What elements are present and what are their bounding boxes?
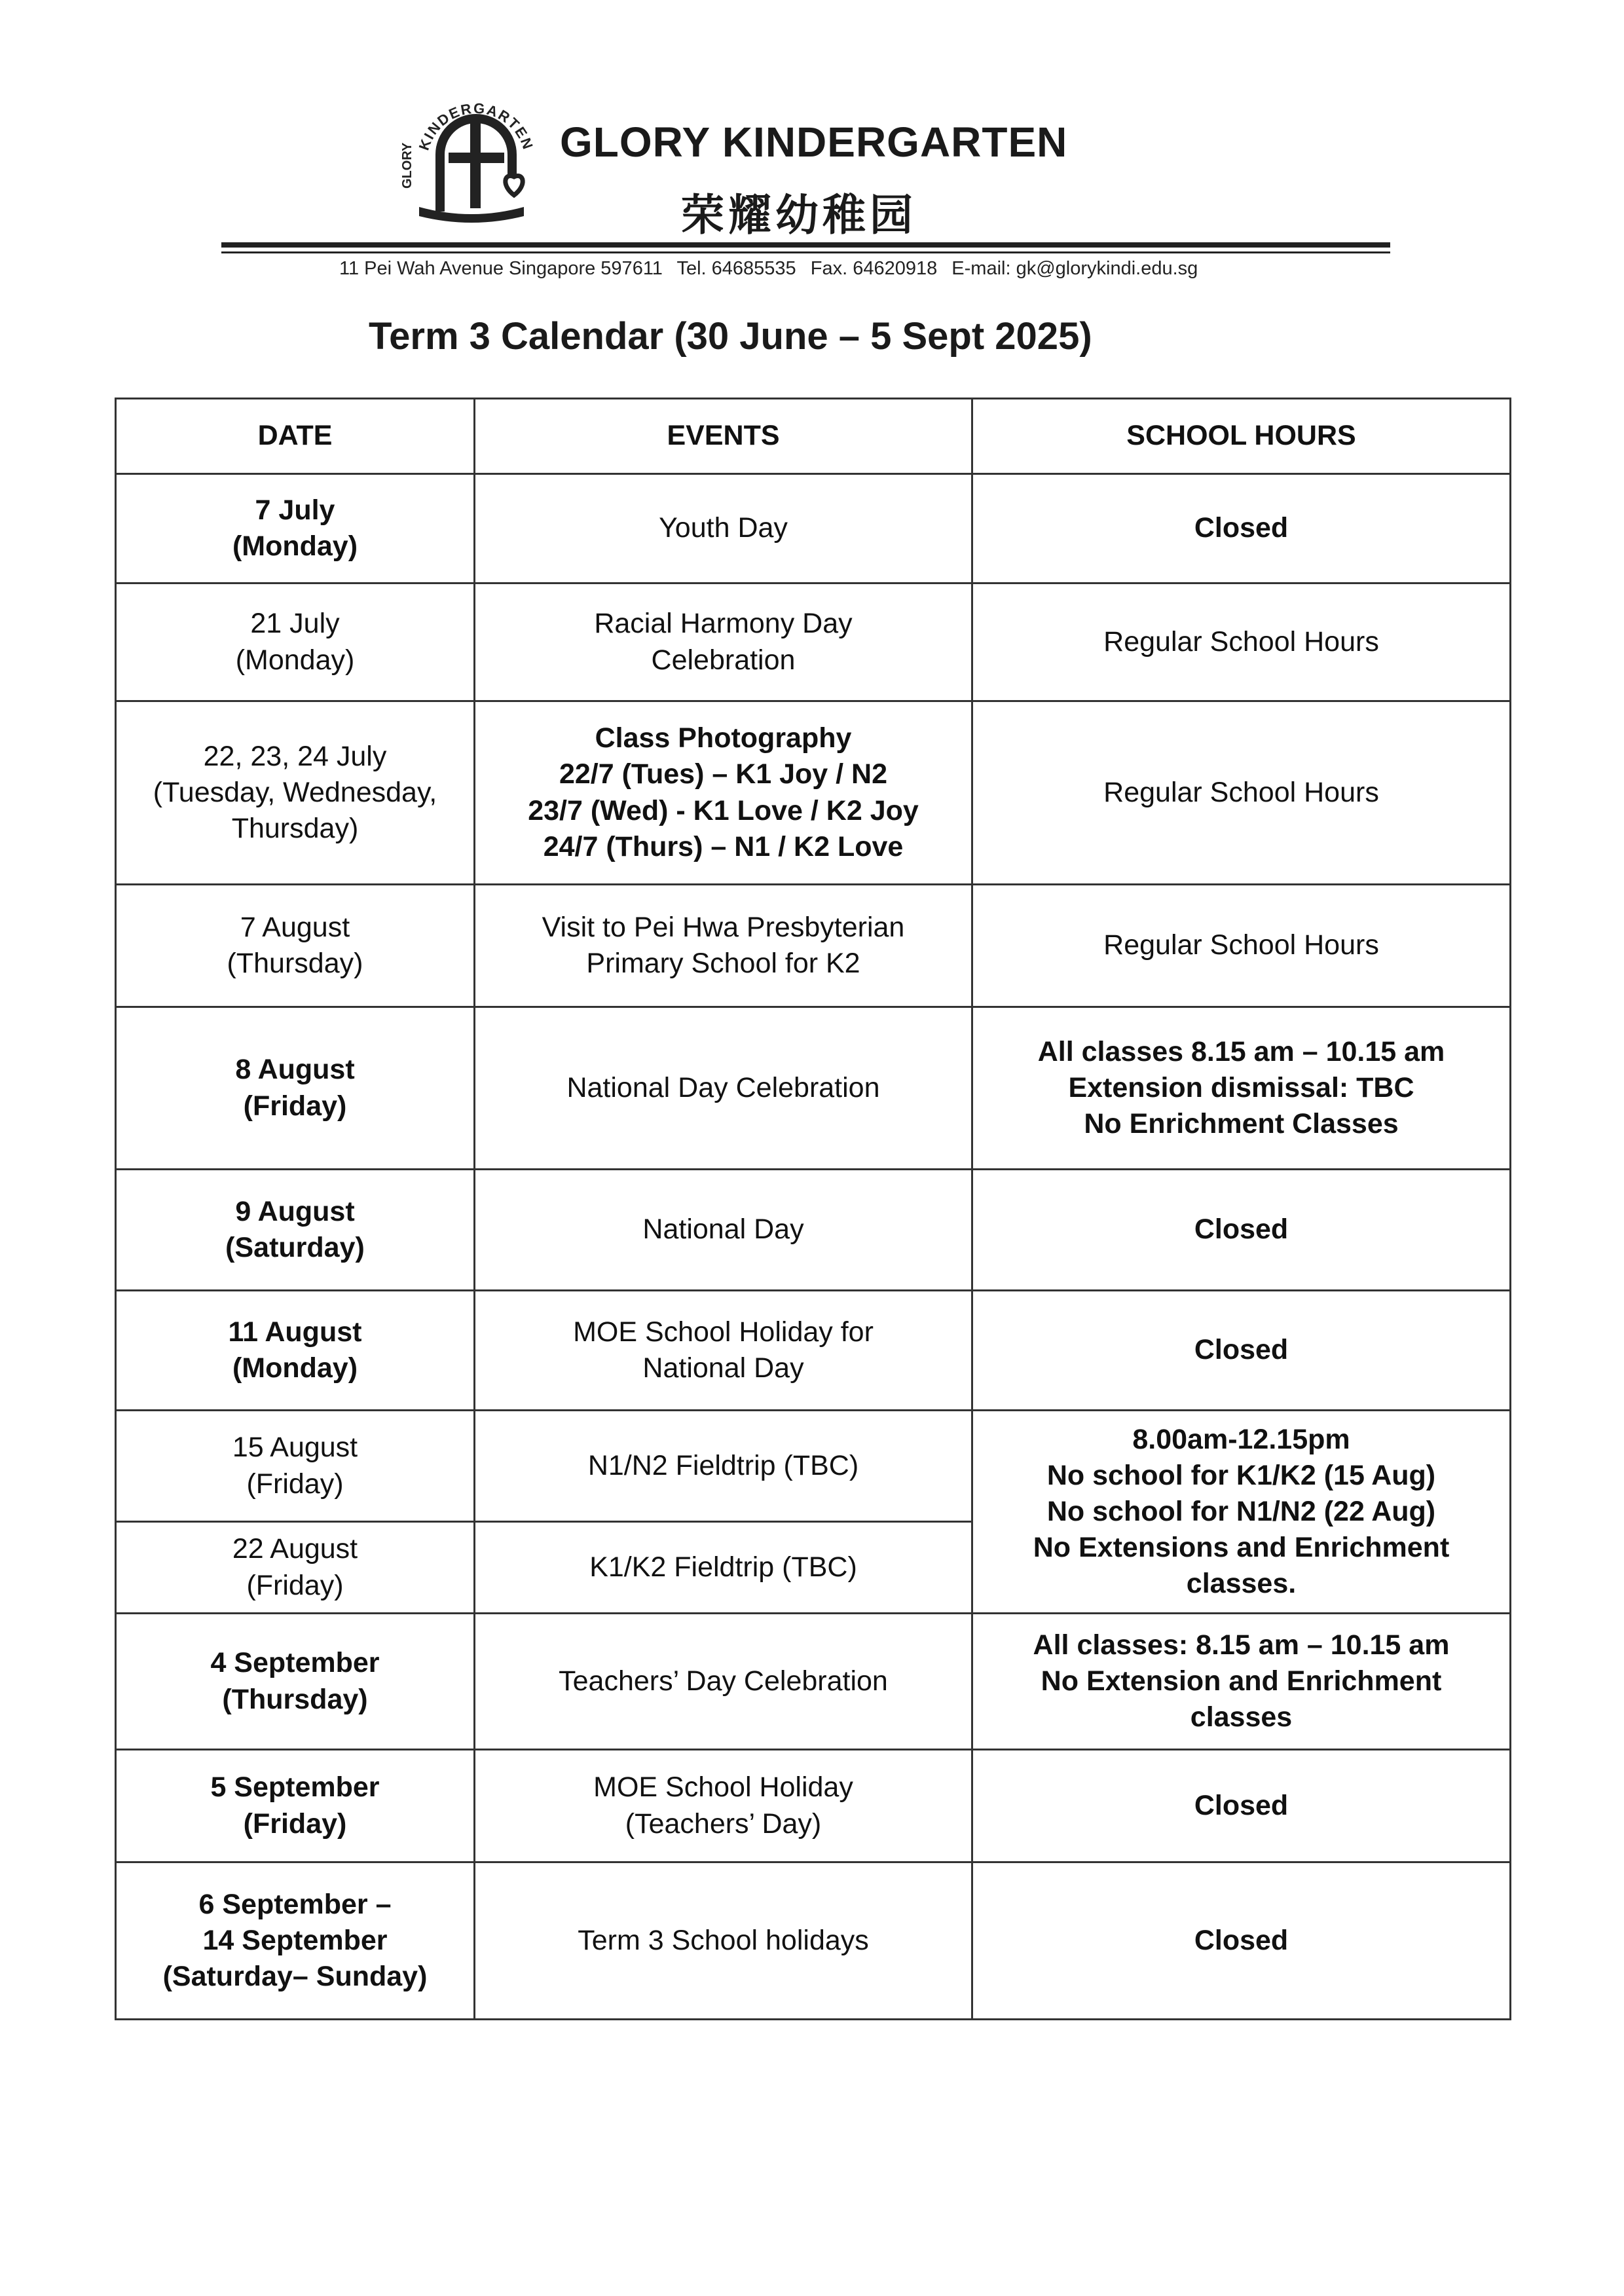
event-cell: National Day [475,1170,972,1291]
header-date: DATE [116,399,475,474]
school-name: GLORY KINDERGARTEN [560,119,1068,166]
document-title: Term 3 Calendar (30 June – 5 Sept 2025) [369,315,1092,358]
telephone: Tel. 64685535 [676,258,796,279]
logo-arc-text: KINDERGARTEN [415,100,537,153]
table-row [116,1007,1511,1170]
hours-cell: Closed [972,474,1511,583]
event-cell: Racial Harmony Day Celebration [475,583,972,701]
table-row [116,1750,1511,1862]
event-cell: N1/N2 Fieldtrip (TBC) [475,1411,972,1522]
hours-cell: Closed [972,1291,1511,1411]
table-row [116,1170,1511,1291]
header-school-hours: SCHOOL HOURS [972,399,1511,474]
school-name-chinese: 荣耀幼稚园 [681,190,917,240]
table-row [116,885,1511,1007]
table-row [116,1862,1511,2020]
event-cell: National Day Celebration [475,1007,972,1170]
event-cell: Youth Day [475,474,972,583]
date-cell: 11 August (Monday) [116,1291,475,1411]
event-cell: Teachers’ Day Celebration [475,1614,972,1750]
event-cell: Term 3 School holidays [475,1862,972,2020]
table-row [116,1614,1511,1750]
logo-side-text: GLORY [400,142,415,189]
header-events: EVENTS [475,399,972,474]
contact-line [339,258,1207,280]
hours-cell: Closed [972,1862,1511,2020]
table-row [116,583,1511,701]
date-cell: 7 August (Thursday) [116,885,475,1007]
date-cell: 21 July (Monday) [116,583,475,701]
hours-cell: All classes 8.15 am – 10.15 am Extension dismissal: TBC No Enrichment Classes [972,1007,1511,1170]
fax: Fax. 64620918 [810,258,938,279]
event-cell: MOE School Holiday (Teachers’ Day) [475,1750,972,1862]
term-calendar-table [115,398,1511,2020]
address: 11 Pei Wah Avenue Singapore 597611 [339,258,663,279]
letterhead [0,0,1624,288]
date-cell: 7 July (Monday) [116,474,475,583]
email: E-mail: gk@glorykindi.edu.sg [951,258,1198,279]
table-row [116,1291,1511,1411]
hours-cell: Regular School Hours [972,885,1511,1007]
date-cell: 5 September (Friday) [116,1750,475,1862]
date-cell: 22 August (Friday) [116,1522,475,1614]
date-cell: 22, 23, 24 July (Tuesday, Wednesday, Thursday) [116,701,475,885]
event-cell: Class Photography 22/7 (Tues) – K1 Joy / N2 23/7 (Wed) - K1 Love / K2 Joy 24/7 (Thurs) – N1 / K2 Love [475,701,972,885]
date-cell: 9 August (Saturday) [116,1170,475,1291]
table-row [116,701,1511,885]
table-header-row [116,399,1511,474]
hours-cell: Regular School Hours [972,701,1511,885]
hours-cell: 8.00am-12.15pm No school for K1/K2 (15 Aug) No school for N1/N2 (22 Aug) No Extensions and Enrichment classes. [972,1411,1511,1614]
event-cell: MOE School Holiday for National Day [475,1291,972,1411]
school-logo [393,90,553,228]
heart-icon [506,176,523,195]
date-cell: 4 September (Thursday) [116,1614,475,1750]
date-cell: 6 September – 14 September (Saturday– Sunday) [116,1862,475,2020]
header-rule-thin [221,251,1390,253]
hours-cell: Regular School Hours [972,583,1511,701]
event-cell: Visit to Pei Hwa Presbyterian Primary School for K2 [475,885,972,1007]
hours-cell: All classes: 8.15 am – 10.15 am No Extension and Enrichment classes [972,1614,1511,1750]
table-row [116,474,1511,583]
hours-cell: Closed [972,1170,1511,1291]
date-cell: 15 August (Friday) [116,1411,475,1522]
header-rule [221,242,1390,248]
event-cell: K1/K2 Fieldtrip (TBC) [475,1522,972,1614]
hours-cell: Closed [972,1750,1511,1862]
date-cell: 8 August (Friday) [116,1007,475,1170]
table-row [116,1411,1511,1522]
